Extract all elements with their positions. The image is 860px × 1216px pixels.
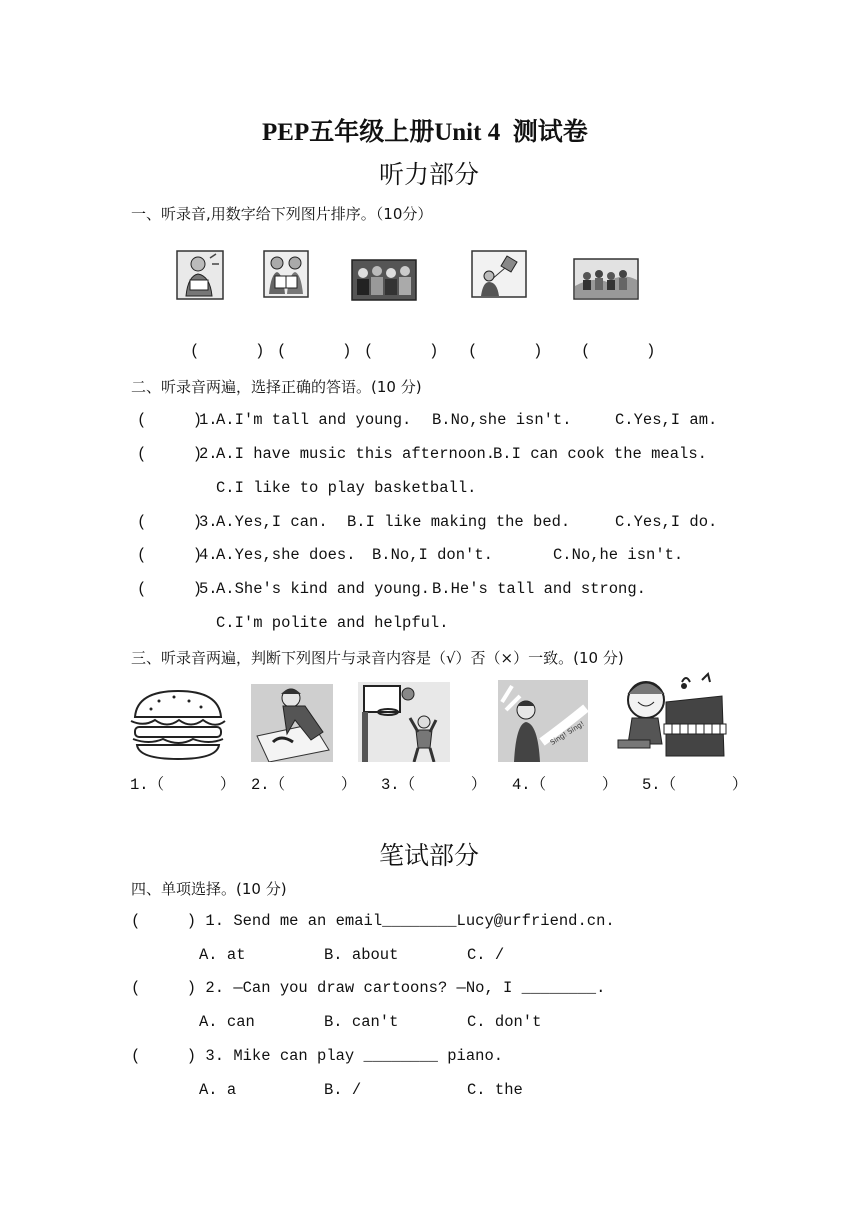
option-c: C.I'm polite and helpful. [216,614,449,632]
option-a: A.I'm tall and young. [216,411,412,429]
order-blank-5[interactable]: ( ) [581,342,656,360]
mc-option-b[interactable]: B. about [324,946,399,964]
part1-heading: 一、听录音,用数字给下列图片排序。（10分） [131,205,433,223]
mc-option-b[interactable]: B. / [324,1081,362,1099]
option-b: B.I like making the bed. [347,513,571,531]
option-a: A.She's kind and young. [216,580,430,598]
mc-question-stem: ( ) 3. Mike can play ________ piano. [131,1047,504,1065]
option-b: B.I can cook the meals. [493,445,707,463]
question-number: 1. [199,411,218,429]
writing-section-title: 笔试部分 [379,841,480,870]
picnic-group-icon [573,258,639,300]
mc-option-c[interactable]: C. don't [467,1013,542,1031]
mc-question-stem: ( ) 2. —Can you draw cartoons? —No, I ________. [131,979,606,997]
option-a: A.I have music this afternoon. [216,445,496,463]
option-c: C.I like to play basketball. [216,479,477,497]
hamburger-icon [129,687,227,763]
mc-question-stem: ( ) 1. Send me an email________Lucy@urfriend.cn. [131,912,615,930]
part2-heading: 二、听录音两遍，选择正确的答语。(10 分) [131,378,422,396]
mc-option-c[interactable]: C. / [467,946,505,964]
option-c: C.No,he isn't. [553,546,684,564]
option-c: C.Yes,I am. [615,411,718,429]
two-children-book-icon [263,250,309,298]
listening-section-title: 听力部分 [379,160,480,189]
mc-option-a[interactable]: A. at [199,946,246,964]
mc-option-c[interactable]: C. the [467,1081,523,1099]
question-number: 3. [199,513,218,531]
option-a: A.Yes,I can. [216,513,328,531]
piano-boy-icon [612,672,730,762]
answer-bracket[interactable]: ( ) [137,546,203,564]
part3-heading: 三、听录音两遍，判断下列图片与录音内容是（√）否（×）一致。(10 分) [131,649,624,667]
option-b: B.No,she isn't. [432,411,572,429]
question-number: 2. [199,445,218,463]
judge-blank-3[interactable]: 3.（ ） [381,776,487,794]
order-blank-4[interactable]: ( ) [468,342,543,360]
page-title: PEP五年级上册Unit 4 测试卷 [262,119,588,146]
order-blank-1[interactable]: ( ) [190,342,265,360]
kite-flying-icon [471,250,527,298]
answer-bracket[interactable]: ( ) [137,513,203,531]
mc-option-a[interactable]: A. a [199,1081,237,1099]
judge-blank-4[interactable]: 4.（ ） [512,776,618,794]
judge-blank-2[interactable]: 2.（ ） [251,776,357,794]
singing-boy-icon [498,680,588,762]
boy-drawing-icon [251,684,333,762]
part4-heading: 四、单项选择。(10 分) [131,880,287,898]
question-number: 4. [199,546,218,564]
order-blank-2[interactable]: ( ) [277,342,352,360]
question-number: 5. [199,580,218,598]
option-b: B.He's tall and strong. [432,580,646,598]
mc-option-b[interactable]: B. can't [324,1013,399,1031]
option-b: B.No,I don't. [372,546,493,564]
option-a: A.Yes,she does. [216,546,356,564]
order-blank-3[interactable]: ( ) [364,342,439,360]
answer-bracket[interactable]: ( ) [137,580,203,598]
boy-reading-icon [176,250,224,300]
judge-blank-1[interactable]: 1.（ ） [130,776,236,794]
basketball-icon [358,682,450,762]
answer-bracket[interactable]: ( ) [137,411,203,429]
group-photo-icon [351,259,417,301]
answer-bracket[interactable]: ( ) [137,445,203,463]
option-c: C.Yes,I do. [615,513,718,531]
sing-label: Sing! Sing! [548,719,586,747]
mc-option-a[interactable]: A. can [199,1013,255,1031]
judge-blank-5[interactable]: 5.（ ） [642,776,748,794]
